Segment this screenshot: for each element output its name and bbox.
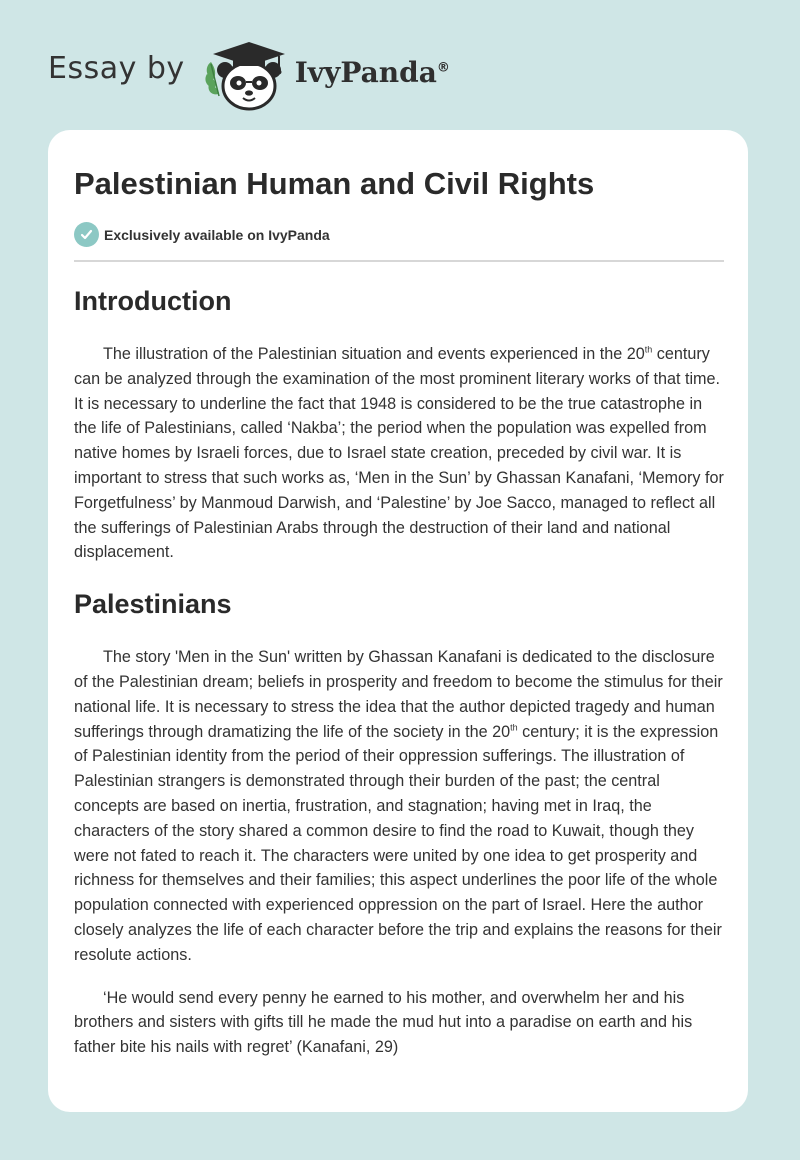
quote-paragraph: ‘He would send every penny he earned to his mother, and overwhelm her and his brothers and sisters with gifts till he made the mud hut into a paradise on earth and his father bite his nails with regret’ (Kanafani, 29) (74, 988, 693, 1057)
panda-graduate-icon[interactable] (199, 36, 291, 112)
section-heading-introduction: Introduction (74, 286, 232, 316)
divider (74, 260, 724, 262)
check-icon (74, 222, 99, 247)
essay-card (48, 130, 748, 1112)
brand-name[interactable]: IvyPanda® (294, 55, 450, 89)
registered-mark: ® (436, 60, 450, 76)
paragraph: The story 'Men in the Sun' written by Ghassan Kanafani is dedicated to the disclosure of the Palestinian dream; beliefs in prosperity and freedom to become the stimulus for their national life. It is necessary to stress the idea that the author depicted tragedy and human sufferings through dramatizing the life of the society in the 20th century; it is the expression of Palestinian identity from the period of their oppression sufferings. The illustration of Palestinian strangers is demonstrated through their burden of the past; the central concepts are based on inertia, frustration, and stagnation; having met in Iraq, the characters of the story shared a common desire to find the road to Kuwait, though they were not fated to reach it. The characters were united by one idea to get prosperity and richness for themselves and their families; this aspect underlines the poor life of the whole population connected with experienced oppression on the part of Israel. Here the author closely analyzes the life of each character before the trip and explains the reasons for their resolute actions. (74, 648, 723, 964)
page-title: Palestinian Human and Civil Rights (74, 166, 595, 201)
essay-body (74, 280, 724, 1078)
exclusive-label: Exclusively available on IvyPanda (104, 226, 330, 243)
section-heading-palestinians: Palestinians (74, 589, 232, 620)
site-header (48, 36, 450, 112)
paragraph: The illustration of the Palestinian situation and events experienced in the 20th century can be analyzed through the examination of the most prominent literary works of that time. It is necessary to underline the fact that 1948 is considered to be the true catastrophe in the life of Palestinians, called ‘Nakba’; the period when the population was expelled from native homes by Israeli forces, due to Israel state creation, preceded by civil war. It is important to stress that such works as, ‘Men in the Sun’ by Ghassan Kanafani, ‘Memory for Forgetfulness’ by Manmoud Darwish, and ‘Palestine’ by Joe Sacco, managed to reflect all the sufferings of Palestinian Arabs through the destruction of their land and national displacement. (74, 344, 724, 562)
essay-by-label: Essay by (48, 50, 185, 86)
exclusive-badge (74, 222, 330, 247)
